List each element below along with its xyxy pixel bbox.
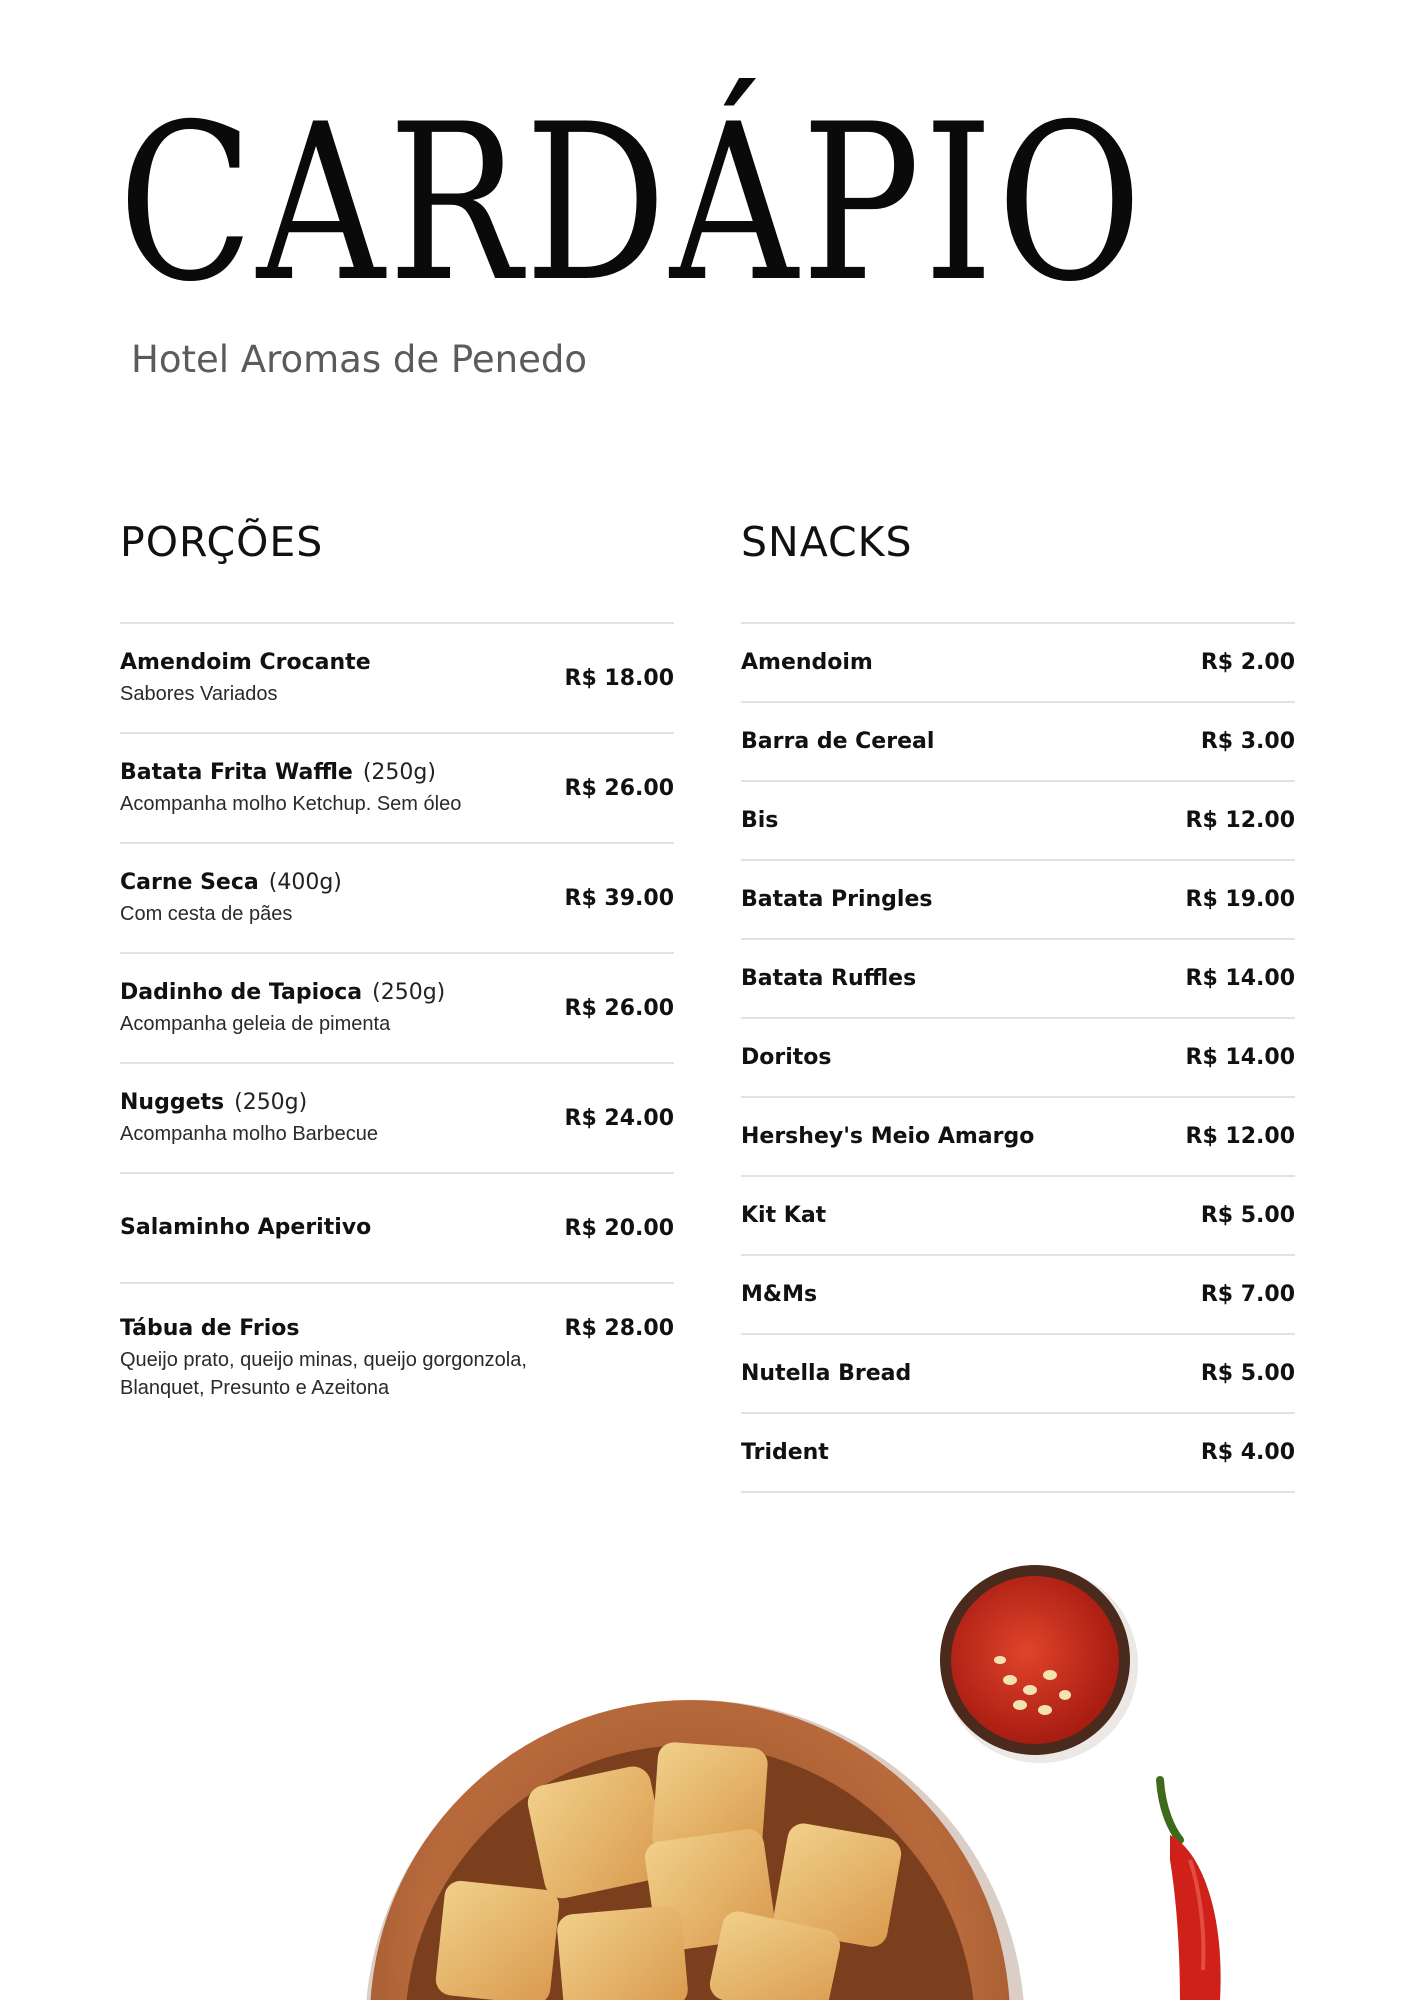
item-weight: (400g) (268, 870, 342, 895)
snack-item (741, 1335, 1295, 1414)
item-description: Acompanha molho Ketchup. Sem óleo (120, 793, 462, 815)
item-name: M&Ms (741, 1281, 818, 1307)
item-price: R$ 4.00 (1200, 1440, 1295, 1465)
section-heading-porcoes: PORÇÕES (120, 518, 324, 566)
item-price: R$ 5.00 (1200, 1361, 1295, 1386)
snacks-list (741, 622, 1295, 1493)
item-price: R$ 39.00 (564, 885, 674, 911)
page-title: CARDÁPIO (118, 78, 1146, 329)
item-name: Salaminho Aperitivo (120, 1215, 372, 1240)
menu-item-salaminho-aperitivo (120, 1174, 674, 1284)
item-name: Trident (741, 1439, 829, 1465)
sauce (951, 1576, 1119, 1744)
item-description: Com cesta de pães (120, 903, 293, 925)
item-name: Tábua de Frios (120, 1316, 300, 1341)
snack-item (741, 940, 1295, 1019)
item-name: Barra de Cereal (741, 728, 935, 754)
snack-item (741, 1256, 1295, 1335)
menu-item-amendoim-crocante (120, 624, 674, 734)
item-name: Carne Seca (120, 870, 259, 895)
item-price: R$ 2.00 (1200, 650, 1295, 675)
item-price: R$ 20.00 (564, 1215, 674, 1241)
item-price: R$ 7.00 (1200, 1282, 1295, 1307)
item-price: R$ 26.00 (564, 775, 674, 801)
item-weight: (250g) (234, 1090, 308, 1115)
snack-item (741, 1414, 1295, 1493)
item-name: Nuggets (120, 1090, 225, 1115)
snack-item (741, 1177, 1295, 1256)
item-price: R$ 14.00 (1185, 966, 1295, 991)
item-name: Nutella Bread (741, 1360, 912, 1386)
section-heading-snacks: SNACKS (741, 518, 913, 566)
item-description: Sabores Variados (120, 683, 278, 705)
item-name: Bis (741, 807, 779, 833)
item-price: R$ 5.00 (1200, 1203, 1295, 1228)
item-price: R$ 26.00 (564, 995, 674, 1021)
snack-item (741, 1098, 1295, 1177)
item-price: R$ 28.00 (564, 1316, 674, 1341)
snack-item (741, 861, 1295, 940)
snack-item (741, 624, 1295, 703)
chili-pepper (1160, 1780, 1221, 2000)
food-photo (0, 1530, 1414, 2000)
item-description: Queijo prato, queijo minas, queijo gorgonzola, Blanquet, Presunto e Azeitona (120, 1349, 527, 1399)
item-name: Doritos (741, 1044, 832, 1070)
snack-item (741, 703, 1295, 782)
item-name: Dadinho de Tapioca (120, 980, 363, 1005)
snack-item (741, 1019, 1295, 1098)
item-description: Acompanha molho Barbecue (120, 1123, 378, 1145)
item-description: Acompanha geleia de pimenta (120, 1013, 391, 1035)
item-name: Amendoim Crocante (120, 650, 371, 675)
menu-item-tabua-de-frios (120, 1284, 674, 1418)
item-price: R$ 24.00 (564, 1105, 674, 1131)
item-name: Kit Kat (741, 1202, 827, 1228)
item-name: Batata Ruffles (741, 965, 917, 991)
item-weight: (250g) (362, 760, 436, 785)
item-name: Amendoim (741, 649, 873, 675)
item-price: R$ 14.00 (1185, 1045, 1295, 1070)
item-price: R$ 18.00 (564, 665, 674, 691)
snack-item (741, 782, 1295, 861)
menu-item-dadinho-de-tapioca (120, 954, 674, 1064)
item-name: Hershey's Meio Amargo (741, 1123, 1035, 1149)
item-price: R$ 12.00 (1185, 1124, 1295, 1149)
menu-item-carne-seca (120, 844, 674, 954)
menu-item-nuggets (120, 1064, 674, 1174)
item-name: Batata Pringles (741, 886, 933, 912)
item-price: R$ 12.00 (1185, 808, 1295, 833)
menu-item-batata-frita-waffle (120, 734, 674, 844)
item-weight: (250g) (372, 980, 446, 1005)
item-name: Batata Frita Waffle (120, 760, 353, 785)
porcoes-list (120, 622, 674, 1418)
item-price: R$ 19.00 (1185, 887, 1295, 912)
item-price: R$ 3.00 (1200, 729, 1295, 754)
page-subtitle: Hotel Aromas de Penedo (131, 338, 587, 381)
